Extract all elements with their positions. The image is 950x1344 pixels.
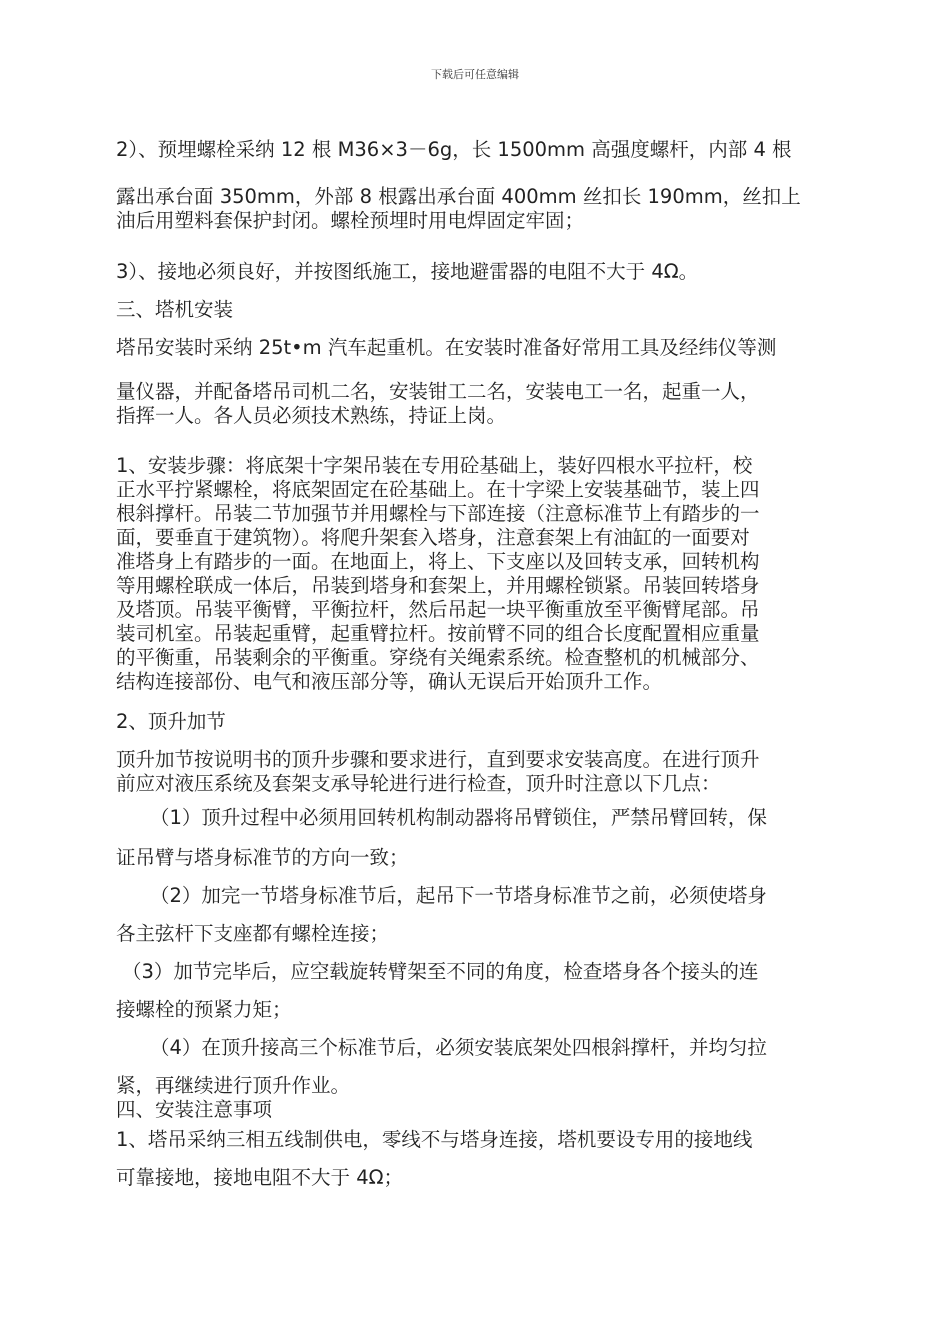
paragraph bbox=[116, 922, 852, 946]
text-line: 三、塔机安装 bbox=[116, 298, 234, 321]
text-line: 1、安装步骤：将底架十字架吊装在专用砼基础上，装好四根水平拉杆，校 bbox=[116, 454, 753, 477]
text-line: 顶升加节按说明书的顶升步骤和要求进行，直到要求安装高度。在进行顶升 bbox=[116, 748, 760, 771]
text-line: 及塔顶。吊装平衡臂，平衡拉杆，然后吊起一块平衡重放至平衡臂尾部。吊 bbox=[116, 598, 760, 621]
paragraph bbox=[116, 806, 886, 830]
paragraph bbox=[116, 185, 852, 233]
text-line: 正水平拧紧螺栓，将底架固定在砼基础上。在十字梁上安装基础节，装上四 bbox=[116, 478, 760, 501]
paragraph bbox=[116, 138, 852, 162]
text-line: （3）加节完毕后，应空载旋转臂架至不同的角度，检查塔身各个接头的连 bbox=[122, 960, 759, 983]
text-line: 准塔身上有踏步的一面。在地面上，将上、下支座以及回转支承，回转机构 bbox=[116, 550, 760, 573]
text-line: （4）在顶升接高三个标准节后，必须安装底架处四根斜撑杆，并均匀拉 bbox=[150, 1036, 767, 1059]
paragraph bbox=[116, 478, 852, 694]
text-line: 根斜撑杆。吊装二节加强节并用螺栓与下部连接（注意标准节上有踏步的一 bbox=[116, 502, 760, 525]
paragraph bbox=[116, 454, 852, 478]
text-line: 面，要垂直于建筑物）。将爬升架套入塔身，注意套架上有油缸的一面要对 bbox=[116, 526, 750, 549]
text-line: 油后用塑料套保护封闭。螺栓预埋时用电焊固定牢固； bbox=[116, 209, 585, 232]
text-line: 1、塔吊采纳三相五线制供电，零线不与塔身连接，塔机要设专用的接地线 bbox=[116, 1128, 753, 1151]
text-line: 2）、预埋螺栓采纳 12 根 M36×3－6g，长 1500mm 高强度螺杆，内部 4 根 bbox=[116, 138, 792, 161]
paragraph bbox=[116, 710, 852, 734]
text-line: 塔吊安装时采纳 25t•m 汽车起重机。在安装时准备好常用工具及经纬仪等测 bbox=[116, 336, 777, 359]
text-line: 可靠接地，接地电阻不大于 4Ω； bbox=[116, 1166, 404, 1189]
text-line: 各主弦杆下支座都有螺栓连接； bbox=[116, 922, 390, 945]
text-line: 前应对液压系统及套架支承导轮进行进行检查，顶升时注意以下几点： bbox=[116, 772, 721, 795]
text-line: 等用螺栓联成一体后，吊装到塔身和套架上，并用螺栓锁紧。吊装回转塔身 bbox=[116, 574, 760, 597]
text-line: 接螺栓的预紧力矩； bbox=[116, 998, 292, 1021]
text-line: 量仪器，并配备塔吊司机二名，安装钳工二名，安装电工一名，起重一人， bbox=[116, 380, 760, 403]
paragraph bbox=[116, 336, 852, 360]
paragraph bbox=[116, 748, 852, 796]
paragraph bbox=[116, 998, 852, 1022]
text-line: 紧，再继续进行顶升作业。 bbox=[116, 1074, 351, 1097]
text-line: 证吊臂与塔身标准节的方向一致； bbox=[116, 846, 409, 869]
text-line: 露出承台面 350mm，外部 8 根露出承台面 400mm 丝扣长 190mm，丝扣上 bbox=[116, 185, 801, 208]
paragraph bbox=[116, 960, 858, 984]
paragraph bbox=[116, 380, 852, 428]
paragraph bbox=[116, 1166, 852, 1190]
text-line: 3）、接地必须良好，并按图纸施工，接地避雷器的电阻不大于 4Ω。 bbox=[116, 260, 699, 283]
paragraph bbox=[116, 1128, 852, 1152]
text-line: 指挥一人。各人员必须技术熟练，持证上岗。 bbox=[116, 404, 507, 427]
page-header: 下载后可任意编辑 bbox=[431, 68, 519, 81]
text-line: 四、安装注意事项 bbox=[116, 1098, 273, 1121]
text-line: （1）顶升过程中必须用回转机构制动器将吊臂锁住，严禁吊臂回转，保 bbox=[150, 806, 767, 829]
text-line: 2、顶升加节 bbox=[116, 710, 226, 733]
paragraph bbox=[116, 1074, 852, 1122]
text-line: 结构连接部份、电气和液压部分等，确认无误后开始顶升工作。 bbox=[116, 670, 663, 693]
paragraph bbox=[116, 1036, 886, 1060]
paragraph bbox=[116, 884, 886, 908]
paragraph bbox=[116, 846, 852, 870]
text-line: 装司机室。吊装起重臂，起重臂拉杆。按前臂不同的组合长度配置相应重量 bbox=[116, 622, 760, 645]
paragraph bbox=[116, 298, 852, 322]
paragraph bbox=[116, 260, 852, 284]
text-line: 的平衡重，吊装剩余的平衡重。穿绕有关绳索系统。检查整机的机械部分、 bbox=[116, 646, 760, 669]
text-line: （2）加完一节塔身标准节后，起吊下一节塔身标准节之前，必须使塔身 bbox=[150, 884, 767, 907]
